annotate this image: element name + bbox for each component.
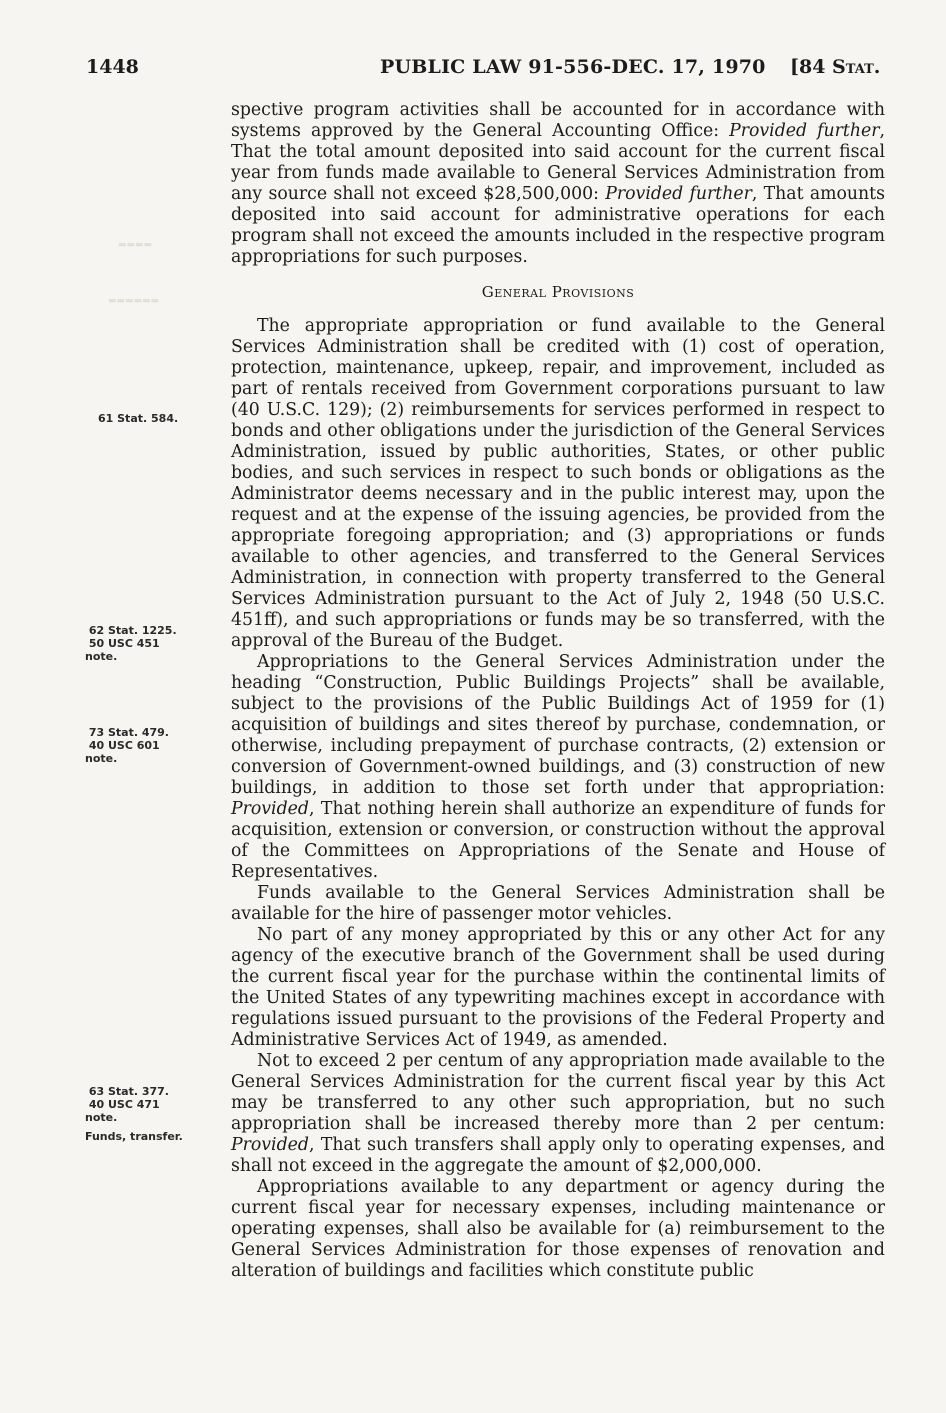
paragraph-credited-funds: The appropriate appropriation or fund available to the General Services Administration shall be credited with (1) cost of operation, protection, maintenance, upkeep, repair, and improvement, included as part of rentals received from Government corporations pursuant to law (40 U.S.C. 129); (2) reimbursements for services performed in respect to bonds and other obligations under the jurisdiction of the General Services Administration, issued by public authorities, States, or other public bodies, and such services in respect to such bonds or obligations as the Administrator deems necessary and in the public interest may, upon the request and at the expense of the issuing agencies, be provided from the appropriate foregoing appropriation; and (3) appropriations or funds available to other agencies, and transferred to the General Services Administration, in connection with property transferred to the General Services Administration pursuant to the Act of July 2, 1948 (50 U.S.C. 451ff), and such appropriations or funds may be so transferred, with the approval of the Bureau of the Budget. <box>231 316 885 651</box>
running-title: PUBLIC LAW 91-556-DEC. 17, 1970 <box>380 56 766 78</box>
margin-note-73-stat-479: 73 Stat. 479. 40 USC 601 note. <box>85 726 169 765</box>
document-body <box>231 100 885 1282</box>
paragraph-reimbursement: Appropriations available to any department or agency during the current fiscal year for necessary expenses, including maintenance or operating expenses, shall also be available for (a) reimbursement to the General Services Administration for those expenses of renovation and alteration of buildings and facilities which constitute public <box>231 1177 885 1281</box>
margin-note-funds-transfer: Funds, transfer. <box>85 1130 183 1143</box>
paragraph-continued: spective program activities shall be accounted for in accordance with systems approved by the General Accounting Office: Provided further, That the total amount deposited into said account for the current fiscal year from funds made available to General Services Administration from any source shall not exceed $28,500,000: Provided further, That amounts deposited into said account for administrative operations for each program shall not exceed the amounts included in the respective program appropriations for such purposes. <box>231 100 885 267</box>
section-heading: General Provisions <box>481 283 635 301</box>
margin-note-62-stat-1225: 62 Stat. 1225. 50 USC 451 note. <box>85 624 177 663</box>
bleed-through-mark: ▬▬▬▬▬▬ <box>108 296 160 306</box>
page-header <box>0 56 946 86</box>
statute-reference <box>790 56 880 78</box>
page-number: 1448 <box>86 56 139 78</box>
paragraph-construction: Appropriations to the General Services Administration under the heading “Construction, Public Buildings Projects” shall be available, subject to the provisions of the Public Buildings Act of 1959 for (1) acquisition of buildings and sites thereof by purchase, condemnation, or otherwise, including prepayment of purchase contracts, (2) extension or conversion of Government-owned buildings, and (3) construction of new buildings, in addition to those set forth under that appropriation: Provided, That nothing herein shall authorize an expenditure of funds for acquisition, extension or conversion, or construction without the approval of the Committees on Appropriations of the Senate and House of Representatives. <box>231 652 885 882</box>
paragraph-motor-vehicles: Funds available to the General Services Administration shall be available for the hire of passenger motor vehicles. <box>231 883 885 924</box>
statute-reference-prefix: [84 <box>790 56 833 78</box>
bleed-through-mark: ▬▬▬▬ <box>118 240 153 250</box>
paragraph-typewriters: No part of any money appropriated by this or any other Act for any agency of the executive branch of the Government shall be used during the current fiscal year for the purchase within the continental limits of the United States of any typewriting machines except in accordance with regulations issued pursuant to the provisions of the Federal Property and Administrative Services Act of 1949, as amended. <box>231 925 885 1050</box>
paragraph-transfers: Not to exceed 2 per centum of any appropriation made available to the General Services Administration for the current fiscal year by this Act may be transferred to any other such appropriation, but no such appropriation shall be increased thereby more than 2 per centum: Provided, That such transfers shall apply only to operating expenses, and shall not exceed in the aggregate the amount of $2,000,000. <box>231 1051 885 1176</box>
margin-note-63-stat-377: 63 Stat. 377. 40 USC 471 note. <box>85 1085 169 1124</box>
margin-note-61-stat-584: 61 Stat. 584. <box>98 412 179 425</box>
statute-reference-label: Stat. <box>832 56 881 78</box>
